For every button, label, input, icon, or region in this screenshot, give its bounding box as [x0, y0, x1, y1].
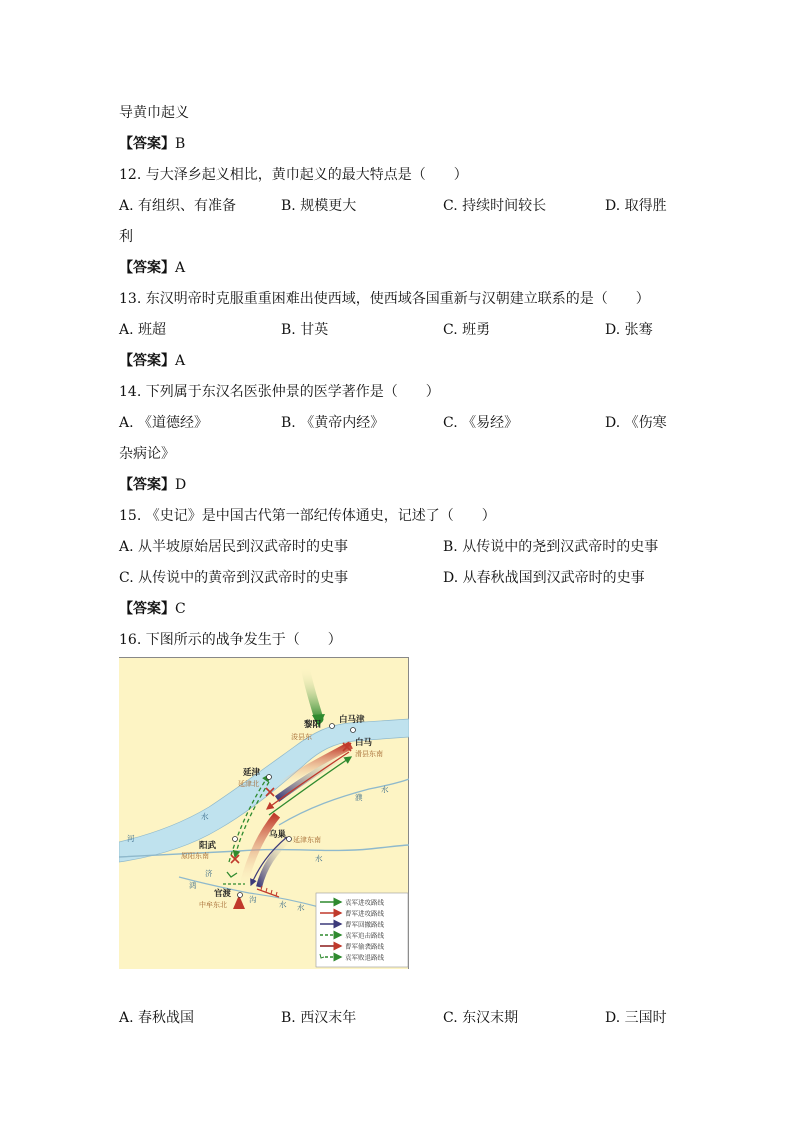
city-liyang [330, 724, 335, 729]
q14-option-d-continued: 杂病论》 [119, 446, 175, 462]
q14-option-d[interactable]: D. 《伤寒 [605, 415, 667, 431]
answer-12 [119, 258, 185, 278]
legend-cao-raid: 曹军偷袭路线 [345, 942, 384, 951]
legend-cao-attack: 曹军进攻路线 [345, 909, 384, 918]
q14-option-b[interactable]: B. 《黄帝内经》 [281, 415, 385, 431]
city-guandu [238, 893, 243, 898]
label-baimajin: 白马津 [339, 715, 365, 725]
city-wuchao [287, 837, 292, 842]
q15-option-d[interactable]: D. 从春秋战国到汉武帝时的史事 [443, 570, 645, 586]
answer-14 [119, 475, 186, 495]
q13-option-a[interactable]: A. 班超 [119, 322, 167, 338]
guandu-battle-map [119, 657, 409, 969]
q16-option-a[interactable]: A. 春秋战国 [119, 1010, 195, 1026]
river-label-pu: 濮 [355, 793, 363, 802]
city-baimajin [351, 728, 356, 733]
q14-option-a[interactable]: A. 《道德经》 [119, 415, 209, 431]
answer-value: C [175, 601, 186, 617]
river-label-gou: 沟 [249, 895, 257, 904]
river-label-he: 河 [127, 834, 135, 843]
label-yanjin-sub: 延津北 [238, 780, 259, 788]
river-label-shui3: 水 [315, 854, 323, 863]
river-label-shui1: 水 [201, 812, 209, 821]
answer-value: A [175, 260, 186, 276]
q13-option-b[interactable]: B. 甘英 [281, 322, 329, 338]
answer-value: B [175, 136, 186, 152]
label-wuchao-sub: 延津东南 [293, 836, 321, 844]
answer-13 [119, 351, 185, 371]
q15-option-b[interactable]: B. 从传说中的尧到汉武帝时的史事 [443, 539, 659, 555]
q13-option-c[interactable]: C. 班勇 [443, 322, 491, 338]
label-baima: 白马 [355, 738, 373, 748]
question-13-stem: 13. 东汉明帝时克服重重困难出使西域，使西域各国重新与汉朝建立联系的是（ ） [119, 291, 650, 307]
river-label-shui2: 水 [381, 785, 389, 794]
q15-option-a[interactable]: A. 从半坡原始居民到汉武帝时的史事 [119, 539, 349, 555]
legend-yuan-pursuit: 袁军追击路线 [345, 931, 384, 940]
river-label-hong: 鸿 [189, 881, 197, 890]
question-15-stem: 15. 《史记》是中国古代第一部纪传体通史，记述了（ ） [119, 508, 496, 524]
city-yangwu [233, 837, 238, 842]
answer-label: 【答案】 [119, 260, 175, 276]
q12-option-d[interactable]: D. 取得胜 [605, 198, 667, 214]
answer-value: D [175, 477, 187, 493]
label-wuchao: 乌巢 [269, 830, 287, 840]
answer-label: 【答案】 [119, 601, 175, 617]
river-label-shui4: 水 [279, 900, 287, 909]
legend-cao-retreat: 曹军回撤路线 [345, 920, 384, 929]
answer-value: A [175, 353, 186, 369]
intro-line: 导黄巾起义 [119, 105, 189, 121]
q12-option-b[interactable]: B. 规模更大 [281, 198, 357, 214]
label-yanjin: 延津 [243, 768, 261, 778]
question-14-stem: 14. 下列属于东汉名医张仲景的医学著作是（ ） [119, 384, 440, 400]
q14-option-c[interactable]: C. 《易经》 [443, 415, 519, 431]
answer-label: 【答案】 [119, 477, 175, 493]
q16-option-c[interactable]: C. 东汉末期 [443, 1010, 519, 1026]
answer-15 [119, 599, 186, 619]
legend-yuan-attack: 袁军进攻路线 [345, 898, 384, 907]
q12-option-a[interactable]: A. 有组织、有准备 [119, 198, 237, 214]
q16-option-b[interactable]: B. 西汉末年 [281, 1010, 357, 1026]
q12-option-d-continued: 利 [119, 229, 133, 245]
q13-option-d[interactable]: D. 张骞 [605, 322, 653, 338]
answer-11 [119, 134, 185, 154]
label-yangwu-sub: 原阳东南 [181, 852, 209, 860]
label-baima-sub: 滑县东南 [355, 750, 383, 758]
map-legend [316, 893, 408, 967]
question-16-stem: 16. 下图所示的战争发生于（ ） [119, 632, 342, 648]
question-12-stem: 12. 与大泽乡起义相比，黄巾起义的最大特点是（ ） [119, 167, 468, 183]
legend-yuan-rout: 袁军败退路线 [345, 953, 384, 962]
answer-label: 【答案】 [119, 136, 175, 152]
city-yanjin [267, 775, 272, 780]
q16-option-d[interactable]: D. 三国时 [605, 1010, 667, 1026]
river-label-shui5: 水 [297, 903, 305, 912]
q12-option-c[interactable]: C. 持续时间较长 [443, 198, 547, 214]
label-guandu-sub: 中牟东北 [199, 901, 227, 909]
q15-option-c[interactable]: C. 从传说中的黄帝到汉武帝时的史事 [119, 570, 349, 586]
answer-label: 【答案】 [119, 353, 175, 369]
label-liyang: 黎阳 [304, 720, 322, 730]
label-liyang-sub: 浚县东 [291, 733, 312, 741]
label-guandu: 官渡 [214, 889, 232, 899]
label-yangwu: 阳武 [199, 841, 217, 851]
river-label-ji: 济 [205, 869, 213, 878]
